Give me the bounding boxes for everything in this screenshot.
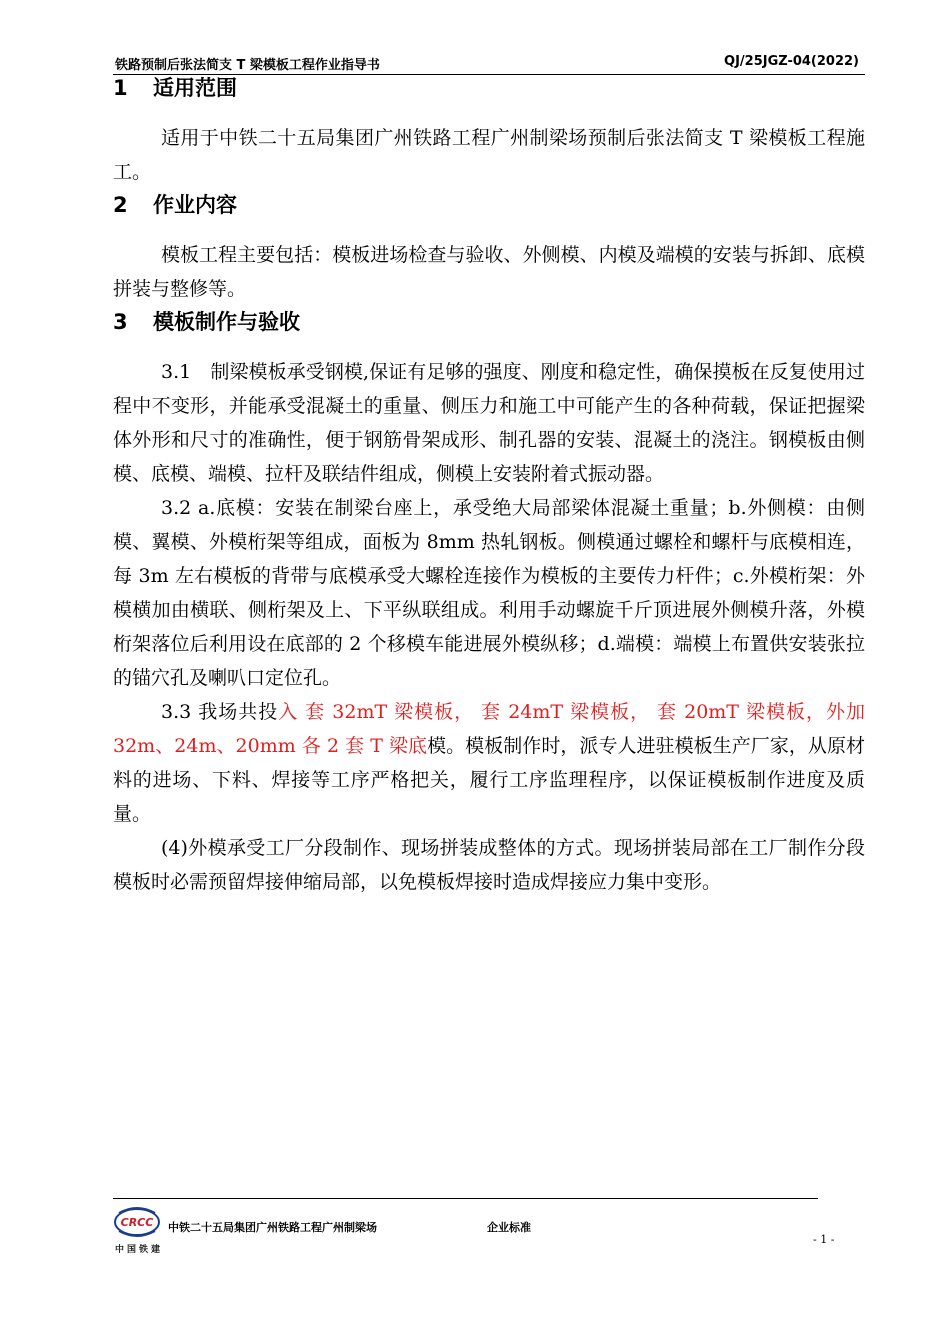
paragraph-3-3	[113, 695, 865, 831]
footer-divider	[113, 1198, 818, 1199]
paragraph-3-3-start: 3.3 我场共投	[161, 701, 279, 723]
section-title: 作业内容	[153, 193, 237, 217]
highlighted-text: 入 套 32mT 梁模板， 套 24mT 梁模板， 套 20mT 梁模板，外加 32m、24m、20mm 各 2 套 T 梁底	[113, 701, 865, 757]
header-title: 铁路预制后张法简支 T 梁模板工程作业指导书	[115, 58, 380, 73]
paragraph-3-2: 3.2 a.底模：安装在制梁台座上，承受绝大局部梁体混凝土重量；b.外侧模：由侧模、翼模、外模桁架等组成，面板为 8mm 热轧钢板。侧模通过螺栓和螺杆与底模相连，每 3m 左右模板的背带与底模承受大螺栓连接作为模板的主要传力杆件；c.外模桁架：外模横加由横联、侧桁架及上、下平纵联组成。利用手动螺旋千斤顶进展外侧模升落，外模桁架落位后利用设在底部的 2 个移模车能进展外模纵移；d.端模：端模上布置供安装张拉的锚穴孔及喇叭口定位孔。	[113, 497, 865, 689]
section-number: 1	[113, 76, 128, 100]
paragraph-3-3-end: 模。模板制作时，派专人进驻模板生产厂家，从原材料的进场、下料、焊接等工序严格把关，履行工序监理程序，以保证模板制作进度及质量。	[113, 735, 865, 825]
section-2-heading	[113, 189, 865, 221]
page-number: - 1 -	[813, 1233, 835, 1246]
document-body	[113, 72, 865, 899]
section-title: 适用范围	[153, 76, 237, 100]
section-1-heading	[113, 72, 865, 104]
section-1-paragraph: 适用于中铁二十五局集团广州铁路工程广州制梁场预制后张法简支 T 梁模板工程施工。	[113, 127, 865, 183]
crcc-logo-icon	[113, 1201, 161, 1243]
paragraph-3-1: 3.1 制梁模板承受钢模,保证有足够的强度、刚度和稳定性，确保摸板在反复使用过程中不变形，并能承受混凝土的重量、侧压力和施工中可能产生的各种荷载，保证把握梁体外形和尺寸的准确性，便于钢筋骨架成形、制孔器的安装、混凝土的浇注。钢模板由侧模、底模、端模、拉杆及联结件组成，侧模上安装附着式振动器。	[113, 361, 865, 485]
footer-standard: 企业标准	[487, 1221, 531, 1234]
logo-lettering: CRCC	[120, 1216, 154, 1229]
section-number: 2	[113, 193, 128, 217]
header-code: QJ/25JGZ-04(2022)	[724, 54, 859, 69]
section-2-paragraph: 模板工程主要包括：模板进场检查与验收、外侧模、内模及端模的安装与拆卸、底模拼装与整修等。	[113, 244, 865, 300]
section-3-heading	[113, 306, 865, 338]
section-title: 模板制作与验收	[153, 310, 300, 334]
section-number: 3	[113, 310, 128, 334]
paragraph-4: (4)外模承受工厂分段制作、现场拼装成整体的方式。现场拼装局部在工厂制作分段模板时必需预留焊接伸缩局部，以免模板焊接时造成焊接应力集中变形。	[113, 837, 865, 893]
footer-organization: 中铁二十五局集团广州铁路工程广州制梁场	[168, 1221, 377, 1234]
logo-caption: 中国铁建	[115, 1245, 164, 1255]
